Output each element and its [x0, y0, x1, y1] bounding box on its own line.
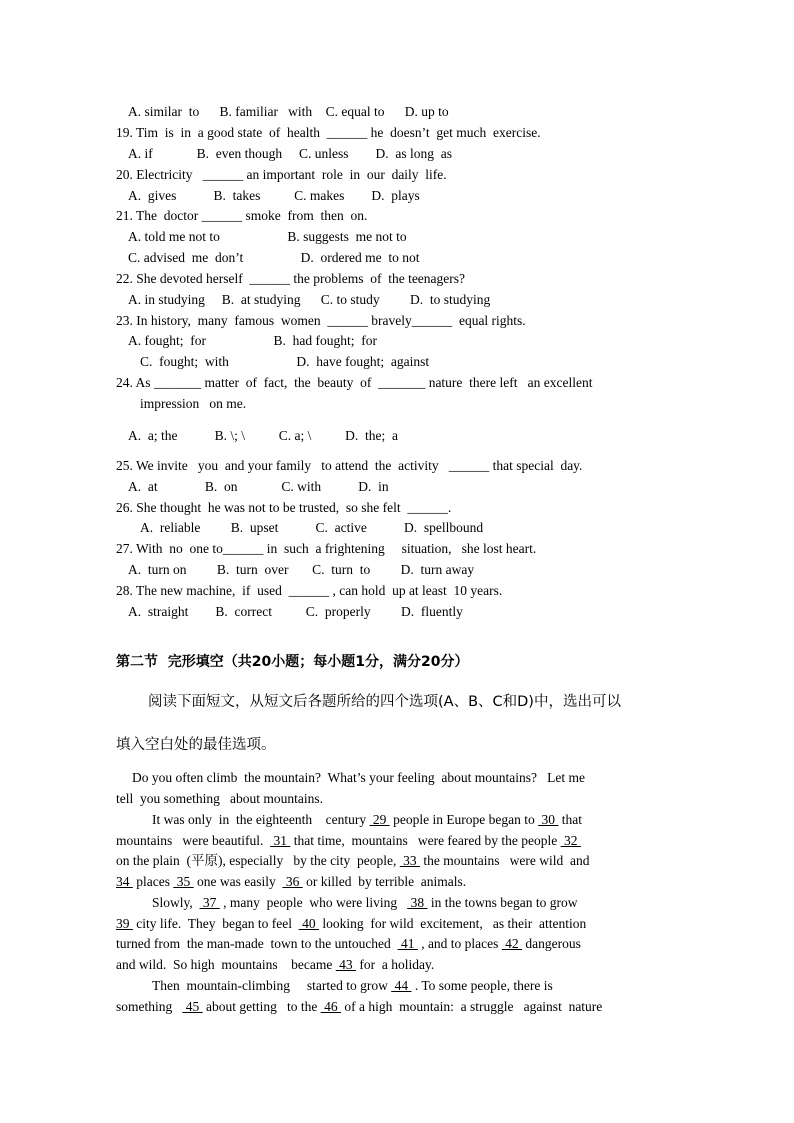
q19-options: A. if B. even though C. unless D. as long as	[128, 146, 452, 161]
passage-p3-line-1: Slowly, 37 , many people who were living 38 in the towns began to grow	[152, 895, 578, 910]
blank-36: 36	[282, 874, 303, 889]
blank-35: 35	[173, 874, 194, 889]
section-heading: 第二节 完形填空（共20小题；每小题1分，满分20分）	[116, 654, 469, 670]
blank-37: 37	[199, 895, 220, 910]
blank-33: 33	[399, 853, 421, 868]
passage-p2-line-1: It was only in the eighteenth century 29 people in Europe began to 30 that	[152, 812, 583, 827]
q24-stem: 24. As _______ matter of fact, the beauty of _______ nature there left an excellent	[116, 375, 593, 390]
q28-stem: 28. The new machine, if used ______ , can hold up at least 10 years.	[116, 583, 503, 598]
q21-stem: 21. The doctor ______ smoke from then on.	[116, 208, 368, 223]
q25-options: A. at B. on C. with D. in	[128, 479, 389, 494]
passage-p4-line-1: Then mountain-climbing started to grow 44 . To some people, there is	[152, 978, 553, 993]
q27-options: A. turn on B. turn over C. turn to D. turn away	[128, 562, 475, 577]
q24-stem-cont: impression on me.	[140, 396, 247, 411]
blank-45: 45	[182, 999, 203, 1014]
q28-options: A. straight B. correct C. properly D. fluently	[128, 604, 463, 619]
q18-options: A. similar to B. familiar with C. equal to D. up to	[128, 104, 449, 119]
q26-options: A. reliable B. upset C. active D. spellbound	[140, 520, 484, 535]
q20-options: A. gives B. takes C. makes D. plays	[128, 188, 420, 203]
q25-stem: 25. We invite you and your family to attend the activity ______ that special day.	[116, 458, 583, 473]
blank-43: 43	[335, 957, 356, 972]
blank-32: 32	[560, 833, 581, 848]
passage-p4-line-2: something 45 about getting to the 46 of a high mountain: a struggle against nature	[116, 999, 603, 1014]
q27-stem: 27. With no one to______ in such a frightening situation, she lost heart.	[116, 541, 537, 556]
passage-p3-line-3: turned from the man-made town to the untouched 41 , and to places 42 dangerous	[116, 936, 581, 951]
q21-options-cd: C. advised me don’t D. ordered me to not	[128, 250, 420, 265]
blank-46: 46	[320, 999, 341, 1014]
blank-39: 39	[116, 916, 133, 931]
passage-p2-line-4: 34 places 35 one was easily 36 or killed by terrible animals.	[116, 874, 467, 889]
passage-p3-line-4: and wild. So high mountains became 43 for a holiday.	[116, 957, 435, 972]
passage-p2-line-3: on the plain (平原), especially by the city people, 33 the mountains were wild and	[116, 853, 590, 868]
blank-42: 42	[501, 936, 523, 951]
q23-options-ab: A. fought; for B. had fought; for	[128, 333, 377, 348]
q23-options-cd: C. fought; with D. have fought; against	[140, 354, 430, 369]
blank-30: 30	[538, 812, 559, 827]
blank-31: 31	[270, 833, 291, 848]
blank-41: 41	[397, 936, 418, 951]
passage-p1-line-1: Do you often climb the mountain? What’s your feeling about mountains? Let me	[132, 770, 586, 785]
passage-p2-line-2: mountains were beautiful. 31 that time, mountains were feared by the people 32	[116, 833, 581, 848]
q24-options: A. a; the B. \; \ C. a; \ D. the; a	[128, 428, 398, 443]
q23-stem: 23. In history, many famous women ______ bravely______ equal rights.	[116, 313, 526, 328]
q22-stem: 22. She devoted herself ______ the problems of the teenagers?	[116, 271, 466, 286]
q20-stem: 20. Electricity ______ an important role in our daily life.	[116, 167, 447, 182]
instructions-line-1: 阅读下面短文，从短文后各题所给的四个选项(A、B、C和D)中，选出可以	[148, 694, 621, 710]
passage-p3-line-2: 39 city life. They began to feel 40 looking for wild excitement, as their attention	[116, 916, 587, 931]
q26-stem: 26. She thought he was not to be trusted, so she felt ______.	[116, 500, 452, 515]
q21-options-ab: A. told me not to B. suggests me not to	[128, 229, 407, 244]
blank-34: 34	[116, 874, 133, 889]
blank-29: 29	[369, 812, 390, 827]
passage-p1-line-2: tell you something about mountains.	[116, 791, 323, 806]
blank-40: 40	[298, 916, 319, 931]
q19-stem: 19. Tim is in a good state of health ______ he doesn’t get much exercise.	[116, 125, 541, 140]
instructions-line-2: 填入空白处的最佳选项。	[116, 737, 276, 753]
blank-38: 38	[407, 895, 428, 910]
q22-options: A. in studying B. at studying C. to study D. to studying	[128, 292, 491, 307]
blank-44: 44	[391, 978, 412, 993]
